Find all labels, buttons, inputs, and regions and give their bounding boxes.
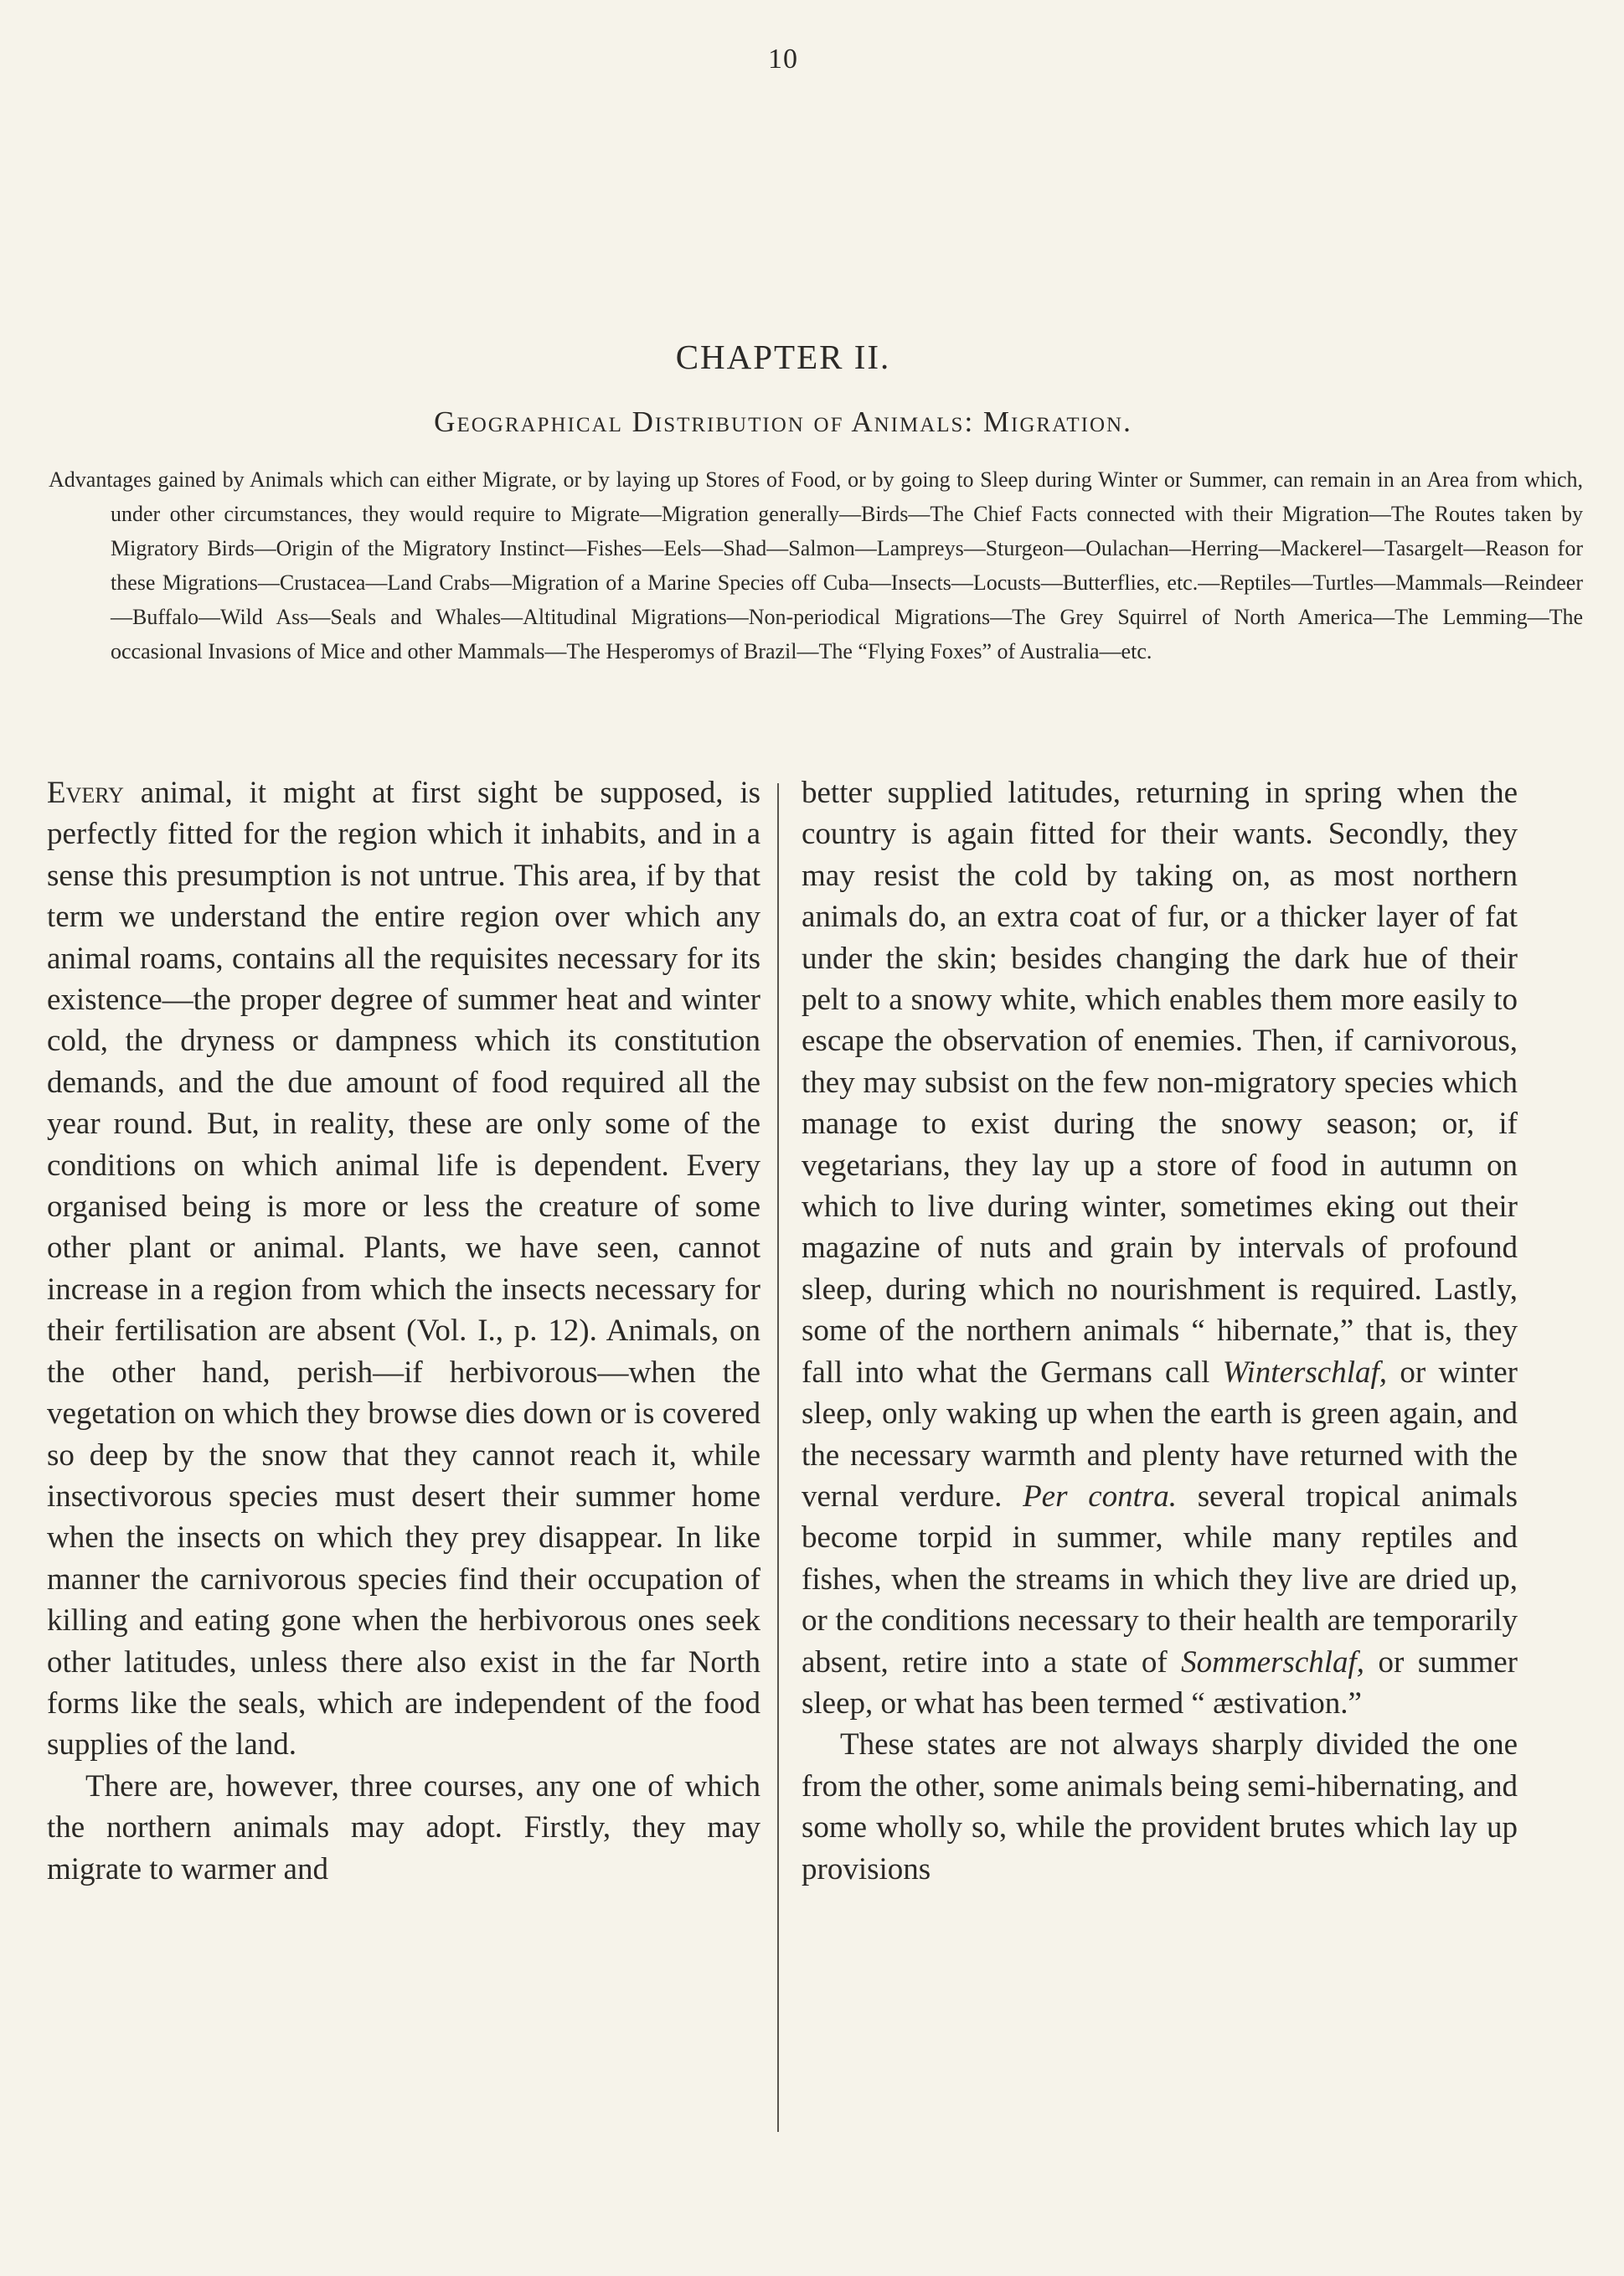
left-paragraph-2: There are, however, three courses, any one of which the northern animals may adopt. Firstly, they may migrate to warmer and: [47, 1768, 760, 1886]
left-paragraph-1-text: animal, it might at first sight be supposed, is perfectly fitted for the region which it inhabits, and in a sense this presumption is not untrue. This area, if by that term we understand the entire region over which any animal roams, contains all the requisites necessary for its existence—the proper degree of summer heat and winter cold, the dryness or dampness which its constitution demands, and the due amount of food required all the year round. But, in reality, these are only some of the conditions on which animal life is dependent. Every organised being is more or less the creature of some other plant or animal. Plants, we have seen, cannot increase in a region from which the insects necessary for their fertilisation are absent (Vol. I., p. 12). Animals, on the other hand, perish—if herbivorous—when the vegetation on which they browse dies down or is covered so deep by the snow that they cannot reach it, while insectivorous species must desert their summer home when the insects on which they prey disappear. In like manner the carnivorous species find their occupation of killing and eating gone when the herbivorous ones seek other latitudes, unless there also exist in the far North forms like the seals, which are independent of the food supplies of the land.: [47, 776, 760, 1762]
column-divider: [777, 783, 779, 2132]
right-column: [802, 772, 1518, 1890]
right-paragraph-1-text-a: better supplied latitudes, returning in spring when the country is again fitted for their wants. Secondly, they may resist the cold by taking on, as most northern animals do, an extra coat of fur, or a thicker layer of fat under the skin; besides changing the dark hue of their pelt to a snowy white, which enables them more easily to escape the observation of enemies. Then, if carnivorous, they may subsist on the few non-migratory species which manage to exist during the snowy season; or, if vegetarians, they lay up a store of food in autumn on which to live during winter, sometimes eking out their magazine of nuts and grain by intervals of profound sleep, during which no nourishment is required. Lastly, some of the northern animals “ hibernate,” that is, they fall into what the Germans call: [802, 776, 1518, 1390]
left-paragraph-1: [47, 772, 760, 1766]
right-paragraph-1-text-c: several tropical animals become torpid in summer, while many reptiles and fishes, when the streams in which they live are dried up, or the conditions necessary to their health are temporarily absent, retire into a state of: [802, 1479, 1518, 1680]
right-paragraph-1-text-b: or winter sleep, only waking up when the earth is green again, and the necessary warmth and plenty have returned with the vernal verdure.: [802, 1355, 1518, 1514]
right-paragraph-1: [802, 772, 1518, 1724]
term-per-contra: Per contra.: [1023, 1479, 1178, 1514]
chapter-title: CHAPTER II.: [675, 338, 891, 376]
term-sommerschlaf: Sommerschlaf,: [1181, 1644, 1365, 1680]
chapter-subtitle: Geographical Distribution of Animals: Migration.: [434, 405, 1132, 438]
drop-lead-word: Every: [47, 776, 124, 810]
right-paragraph-2: These states are not always sharply divided the one from the other, some animals being semi-hibernating, and some wholly so, while the provident brutes which lay up provisions: [802, 1727, 1518, 1886]
term-winterschlaf: Winterschlaf,: [1222, 1355, 1388, 1390]
page-number: 10: [768, 44, 798, 75]
right-paragraph-1-text-d: or summer sleep, or what has been termed “ æstivation.”: [802, 1644, 1518, 1721]
chapter-synopsis: Advantages gained by Animals which can either Migrate, or by laying up Stores of Food, or by going to Sleep during Winter or Summer, can remain in an Area from which, under other circumstances, they would require to Migrate—Migration generally—Birds—The Chief Facts connected with their Migration—The Routes taken by Migratory Birds—Origin of the Migratory Instinct—Fishes—Eels—Shad—Salmon—Lampreys—Sturgeon—Oulachan—Herring—Mackerel—Tasargelt—Reason for these Migrations—Crustacea—Land Crabs—Migration of a Marine Species off Cuba—Insects—Locusts—Butterflies, etc.—Reptiles—Turtles—Mammals—Reindeer—Buffalo—Wild Ass—Seals and Whales—Altitudinal Migrations—Non-periodical Migrations—The Grey Squirrel of North America—The Lemming—The occasional Invasions of Mice and other Mammals—The Hesperomys of Brazil—The “Flying Foxes” of Australia—etc.: [49, 467, 1583, 663]
left-column: [47, 772, 760, 1890]
